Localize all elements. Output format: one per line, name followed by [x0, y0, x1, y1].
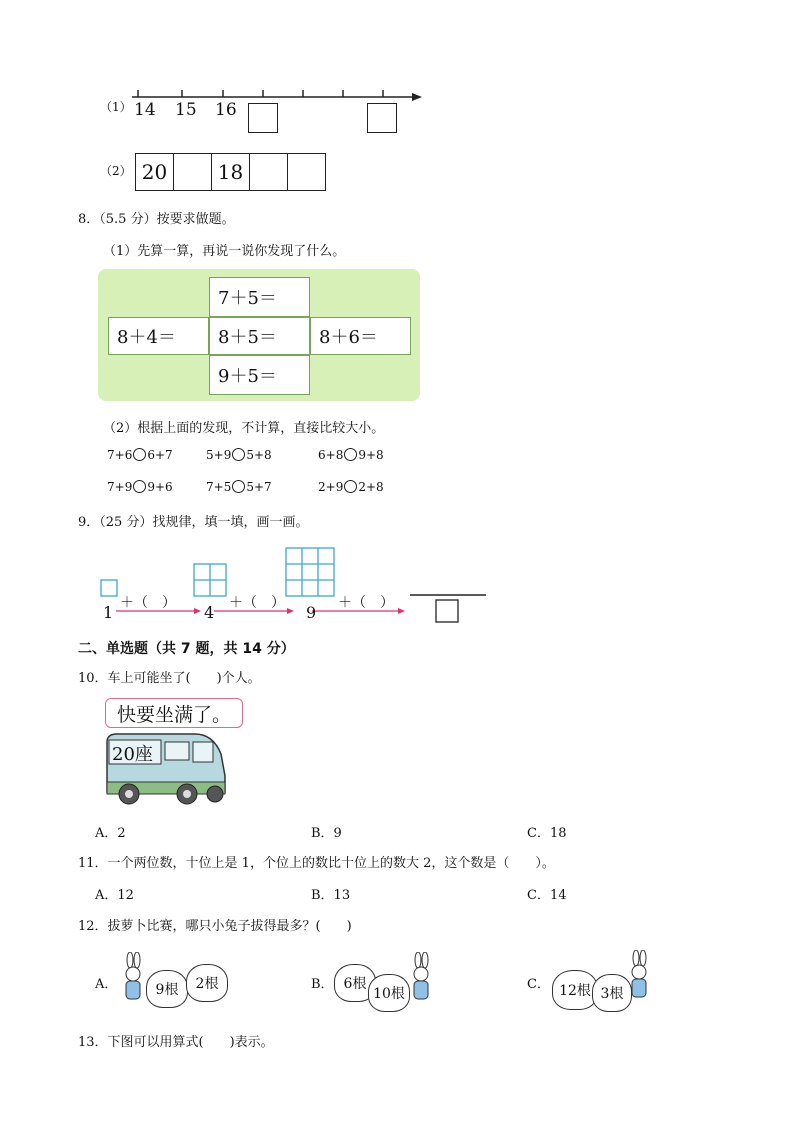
- sequence-cell: 18: [211, 153, 250, 191]
- option-c[interactable]: C．: [527, 977, 550, 992]
- seq-number: 9: [306, 603, 317, 622]
- q10-heading: 10．车上可能坐了( )个人。: [78, 671, 261, 686]
- q8-sub2: （2）根据上面的发现，不计算，直接比较大小。: [103, 421, 385, 436]
- compare-circle: [133, 480, 146, 493]
- tick-label: 15: [175, 100, 197, 120]
- bubble-text: 快要坐满了。: [116, 703, 231, 726]
- compare-circle: [344, 448, 357, 461]
- grid-cell-left: 8＋4＝: [108, 317, 209, 355]
- q12-heading: 12．拔萝卜比赛，哪只小兔子拔得最多？( ): [78, 919, 352, 934]
- compare-circle: [232, 448, 245, 461]
- compare-item[interactable]: 7+9 9+6: [107, 480, 173, 494]
- compare-circle: [232, 480, 245, 493]
- grid-cell-top: 7＋5＝: [209, 277, 310, 317]
- tick-label: 16: [215, 100, 237, 120]
- compare-item[interactable]: 6+8 9+8: [318, 448, 384, 462]
- option-b[interactable]: B．13: [311, 888, 351, 903]
- option-a[interactable]: A．12: [95, 888, 134, 903]
- q13-heading: 13．下图可以用算式( )表示。: [78, 1035, 274, 1050]
- sequence-cell[interactable]: [249, 153, 288, 191]
- option-b[interactable]: B．9: [311, 826, 342, 841]
- tick-label: 14: [134, 100, 156, 120]
- carrot-bag: 3根: [592, 974, 632, 1012]
- carrot-bag: 9根: [146, 970, 188, 1008]
- option-a[interactable]: A．2: [95, 826, 126, 841]
- compare-circle: [133, 448, 146, 461]
- seq-operation[interactable]: ＋（ ）: [338, 595, 394, 611]
- square-pattern: [98, 545, 498, 627]
- q9-heading: 9．（25 分）找规律，填一填，画一画。: [78, 515, 309, 530]
- option-b[interactable]: B．: [311, 977, 334, 992]
- compare-item[interactable]: 7+6 6+7: [107, 448, 173, 462]
- rabbit-icon: [406, 952, 436, 1006]
- carrot-bag: 2根: [186, 964, 228, 1002]
- carrot-bag: 10根: [368, 974, 410, 1012]
- grid-cell-bottom: 9＋5＝: [209, 355, 310, 395]
- section-heading: 二、单选题（共 7 题，共 14 分）: [78, 641, 295, 657]
- compare-item[interactable]: 7+5 5+7: [206, 480, 272, 494]
- q7-part2-label: （2）: [100, 164, 132, 178]
- seq-operation[interactable]: ＋（ ）: [229, 595, 285, 611]
- sequence-cell[interactable]: [173, 153, 212, 191]
- compare-circle: [344, 480, 357, 493]
- sequence-cell[interactable]: [287, 153, 326, 191]
- speech-bubble: [105, 698, 243, 728]
- q8-sub1: （1）先算一算，再说一说你发现了什么。: [103, 244, 346, 259]
- seq-operation[interactable]: ＋（ ）: [120, 595, 176, 611]
- compare-item[interactable]: 2+9 2+8: [318, 480, 384, 494]
- seq-number: 4: [204, 603, 215, 622]
- q7-part1-label: （1）: [100, 100, 132, 114]
- answer-box[interactable]: [248, 103, 278, 133]
- rabbit-icon: [118, 952, 148, 1006]
- bus-seat-label: 20座: [112, 744, 153, 765]
- seq-number: 1: [103, 603, 114, 622]
- grid-cell-center: 8＋5＝: [209, 317, 310, 355]
- q11-heading: 11．一个两位数，十位上是 1，个位上的数比十位上的数大 2，这个数是（ ）。: [78, 856, 555, 871]
- compare-item[interactable]: 5+9 5+8: [206, 448, 272, 462]
- q8-heading: 8．（5.5 分）按要求做题。: [78, 212, 235, 227]
- option-a[interactable]: A．: [95, 977, 118, 992]
- rabbit-icon: [624, 950, 654, 1006]
- answer-box[interactable]: [367, 103, 397, 133]
- carrot-bag: 12根: [552, 970, 598, 1010]
- grid-cell-right: 8＋6＝: [310, 317, 411, 355]
- carrot-bag: 6根: [334, 964, 376, 1002]
- sequence-cell: 20: [135, 153, 174, 191]
- option-c[interactable]: C．18: [527, 826, 567, 841]
- option-c[interactable]: C．14: [527, 888, 567, 903]
